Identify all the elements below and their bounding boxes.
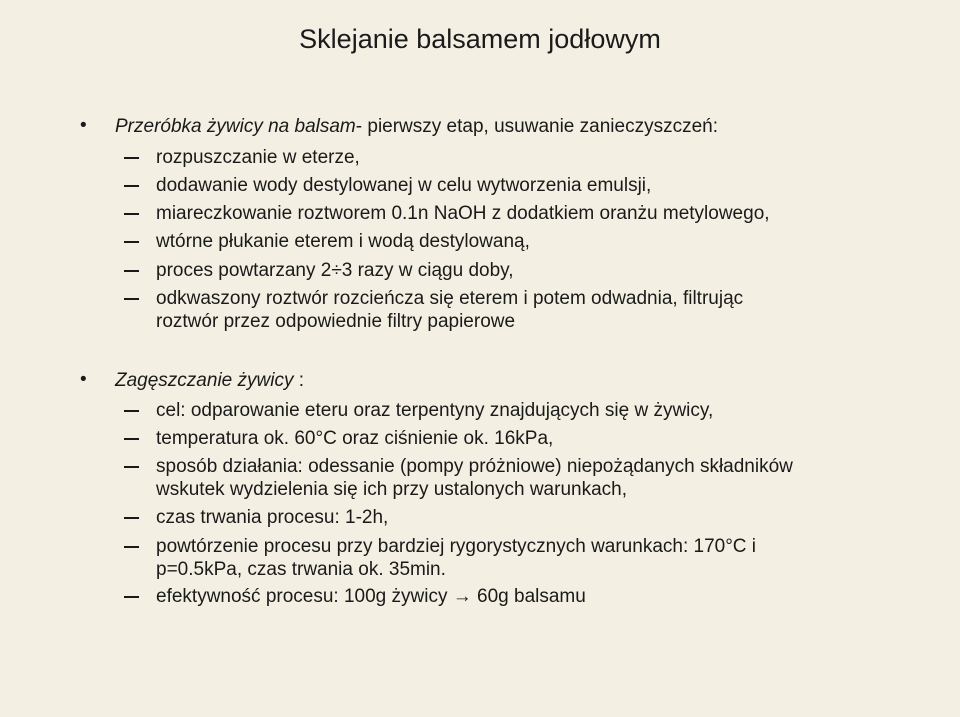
list-item: dodawanie wody destylowanej w celu wytworzenia emulsji, — [156, 175, 652, 196]
dash-icon — [124, 410, 139, 412]
section2-heading-italic: Zagęszczanie żywicy — [115, 370, 294, 391]
list-item-continuation: wskutek wydzielenia się ich przy ustalonych warunkach, — [156, 479, 627, 500]
list-item: powtórzenie procesu przy bardziej rygorystycznych warunkach: 170°C i — [156, 536, 757, 557]
section2-heading-rest: : — [293, 370, 305, 391]
slide-title: Sklejanie balsamem jodłowym — [299, 24, 661, 54]
section1-heading-rest: - pierwszy etap, usuwanie zanieczyszczeń: — [355, 116, 718, 137]
dash-icon — [124, 157, 139, 159]
dash-icon — [124, 466, 139, 468]
dash-icon — [124, 298, 139, 300]
section2-heading — [115, 369, 304, 392]
list-item: proces powtarzany 2÷3 razy w ciągu doby, — [156, 260, 514, 281]
dash-icon — [124, 213, 139, 215]
list-item-continuation: roztwór przez odpowiednie filtry papierowe — [156, 311, 516, 332]
dash-icon — [124, 546, 139, 548]
dash-icon — [124, 241, 139, 243]
section1-heading-italic: Przeróbka żywicy na balsam — [115, 116, 356, 137]
list-item: wtórne płukanie eterem i wodą destylowaną, — [156, 231, 530, 252]
list-item: efektywność procesu: 100g żywicy → 60g balsamu — [156, 586, 586, 607]
bullet-icon: • — [80, 115, 87, 136]
list-item: temperatura ok. 60°C oraz ciśnienie ok. 16kPa, — [156, 428, 554, 449]
list-item: cel: odparowanie eteru oraz terpentyny znajdujących się w żywicy, — [156, 400, 714, 421]
list-item: miareczkowanie roztworem 0.1n NaOH z dodatkiem oranżu metylowego, — [156, 203, 770, 224]
list-item-continuation: p=0.5kPa, czas trwania ok. 35min. — [156, 559, 446, 580]
dash-icon — [124, 517, 139, 519]
dash-icon — [124, 270, 139, 272]
list-item: rozpuszczanie w eterze, — [156, 147, 360, 168]
list-item: sposób działania: odessanie (pompy próżniowe) niepożądanych składników — [156, 456, 793, 477]
list-item: odkwaszony roztwór rozcieńcza się eterem i potem odwadnia, filtrując — [156, 288, 744, 309]
dash-icon — [124, 596, 139, 598]
dash-icon — [124, 438, 139, 440]
list-item: czas trwania procesu: 1-2h, — [156, 507, 389, 528]
section1-heading — [115, 115, 718, 138]
dash-icon — [124, 185, 139, 187]
bullet-icon: • — [80, 369, 87, 390]
